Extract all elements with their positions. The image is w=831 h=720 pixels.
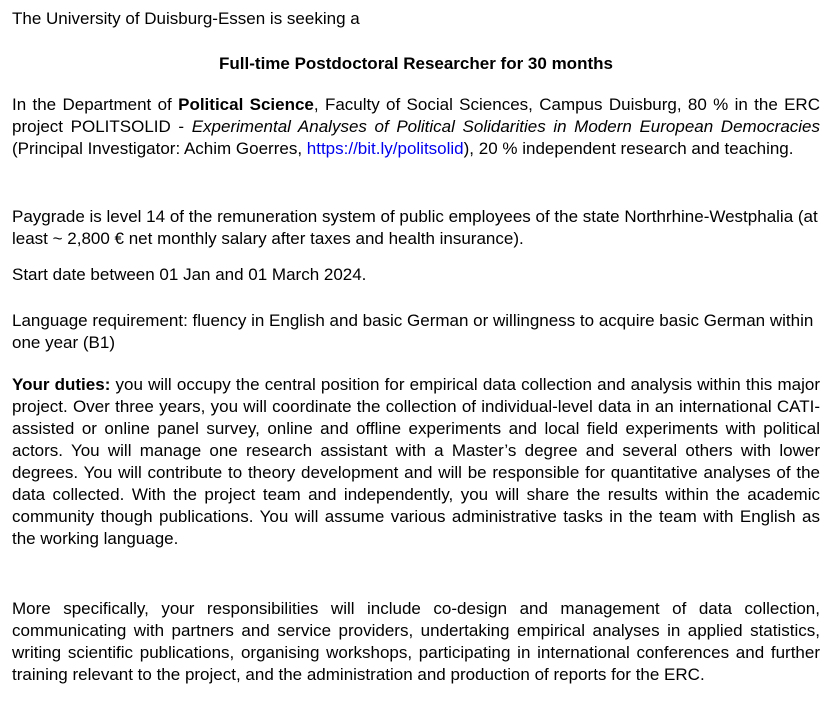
- paygrade-paragraph: Paygrade is level 14 of the remuneration system of public employees of the state Northrhine-Westphalia (at least ~ 2,800 € net monthly salary after taxes and health insurance).: [12, 207, 818, 248]
- principal-investigator: (Principal Investigator: Achim Goerres,: [12, 139, 307, 158]
- department-pre: In the Department of: [12, 95, 179, 114]
- language-paragraph: Language requirement: fluency in English and basic German or willingness to acquire basic German within one year (B1): [12, 311, 814, 352]
- department-paragraph: [12, 94, 820, 160]
- duties-label: Your duties:: [12, 375, 111, 394]
- department-mid: , Faculty of Social Sciences, Campus Duisburg, 80 % in the ERC project POLITSOLID -: [12, 95, 820, 136]
- job-title: Full-time Postdoctoral Researcher for 30 months: [219, 54, 613, 73]
- intro-line: The University of Duisburg-Essen is seeking a: [12, 9, 360, 28]
- department-name: Political Science: [178, 95, 314, 114]
- project-link[interactable]: https://bit.ly/politsolid: [306, 139, 464, 158]
- project-title: Experimental Analyses of Political Solidarities in Modern European Democracies: [191, 117, 821, 136]
- duties-text: you will occupy the central position for empirical data collection and analysis within this major project. Over three years, you will coordinate the collection of individual-level data in an international CATI-assisted or online panel survey, online and offline experiments and local field experiments with political actors. You will manage one research assistant with a Master’s degree and several others with lower degrees. You will contribute to theory development and will be responsible for quantitative analyses of the data collected. With the project team and independently, you will share the results within the academic community though publications. You will assume various administrative tasks in the team with English as the working language.: [12, 375, 820, 548]
- responsibilities-paragraph: More specifically, your responsibilities will include co-design and management of data collection, communicating with partners and service providers, undertaking empirical analyses in applied statistics, writing scientific publications, organising workshops, participating in international conferences and further training relevant to the project, and the administration and production of reports for the ERC.: [12, 599, 820, 684]
- department-post: ), 20 % independent research and teaching.: [463, 139, 794, 158]
- start-date-paragraph: Start date between 01 Jan and 01 March 2024.: [12, 265, 367, 284]
- duties-paragraph: [12, 374, 820, 550]
